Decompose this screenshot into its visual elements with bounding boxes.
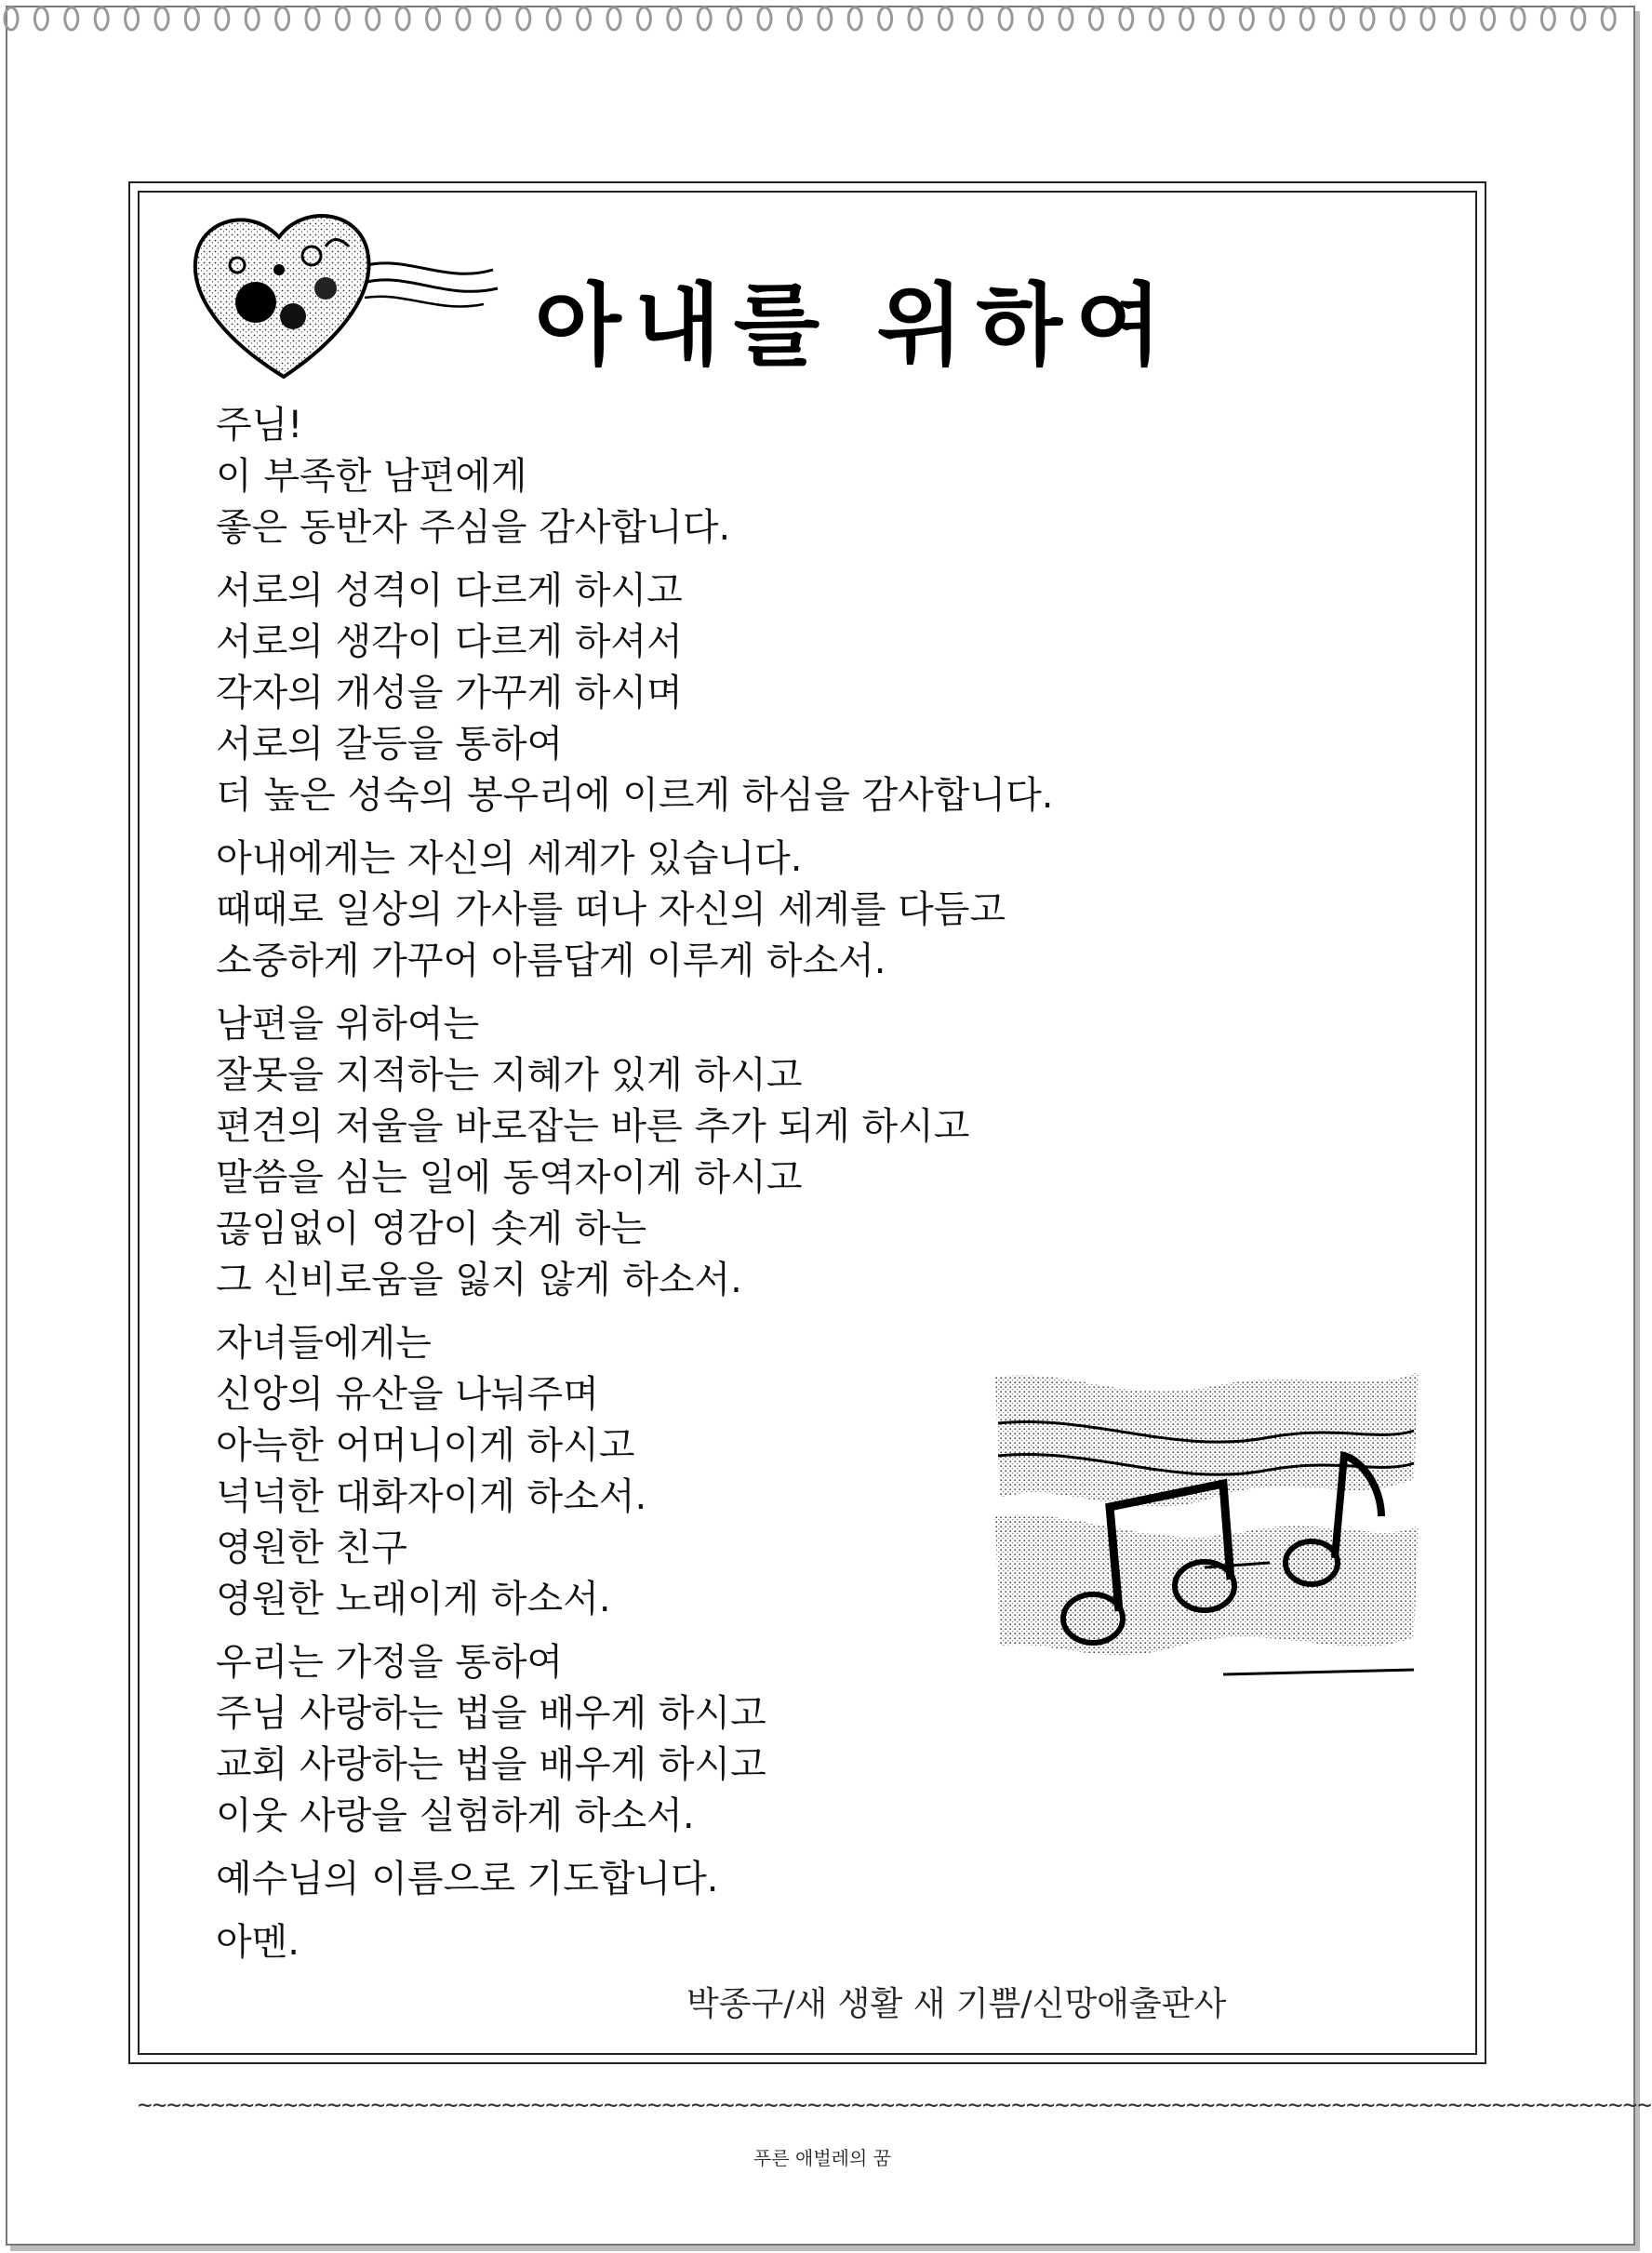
page-title: 아내를 위하여 [535, 273, 1175, 378]
stanza [216, 1917, 1258, 1968]
poem-line: 넉넉한 대화자이게 하소서. [216, 1475, 647, 1518]
poem-line: 영원한 친구 [216, 1526, 407, 1569]
poem-line: 신앙의 유산을 나눠주며 [216, 1373, 599, 1416]
poem-line: 때때로 일상의 가사를 떠나 자신의 세계를 다듬고 [216, 888, 1006, 931]
poem-line: 주님 사랑하는 법을 배우게 하시고 [216, 1692, 766, 1735]
poem-line: 서로의 성격이 다르게 하시고 [216, 569, 683, 612]
poem-line: 끊임없이 영감이 솟게 하는 [216, 1207, 647, 1250]
poem-body [216, 400, 1258, 1980]
attribution: 박종구/새 생활 새 기쁨/신망애출판사 [686, 1985, 1227, 2023]
poem-line: 더 높은 성숙의 봉우리에 이르게 하심을 감사합니다. [216, 774, 1054, 817]
spiral-binding-icon [0, 0, 1645, 43]
poem-line: 이 부족한 남편에게 [216, 455, 527, 498]
poem-line: 아내에게는 자신의 세계가 있습니다. [216, 837, 803, 880]
poem-line: 잘못을 지적하는 지혜가 있게 하시고 [216, 1054, 803, 1097]
poem-line: 남편을 위하여는 [216, 1003, 480, 1046]
poem-line: 소중하게 가꾸어 아름답게 이루게 하소서. [216, 940, 886, 982]
poem-line: 그 신비로움을 잃지 않게 하소서. [216, 1259, 742, 1301]
poem-line: 아늑한 어머니이게 하시고 [216, 1424, 635, 1467]
stanza [216, 400, 1258, 553]
poem-line: 자녀들에게는 [216, 1322, 432, 1365]
poem-line: 각자의 개성을 가꾸게 하시며 [216, 672, 683, 714]
music-notes-icon [991, 1367, 1423, 1688]
poem-line: 서로의 갈등을 통하여 [216, 723, 564, 766]
tilde-divider: ~~~~~~~~~~~~~~~~~~~~~~~~~~~~~~~~~~~~~~~~~~~~~~~~~~~~~~~~~~~~~~~~~~~~~~~~~~~~~~~~~~~~~~~~~~~~~~~~~~~~~~~~ [138, 2091, 1652, 2119]
poem-line: 말씀을 심는 일에 동역자이게 하시고 [216, 1156, 803, 1199]
poem-line: 편견의 저울을 바로잡는 바른 추가 되게 하시고 [216, 1105, 970, 1148]
stanza [216, 999, 1258, 1306]
stanza [216, 1854, 1258, 1905]
poem-line: 주님! [216, 404, 303, 447]
poem-line: 서로의 생각이 다르게 하셔서 [216, 620, 683, 663]
heart-illustration-icon [186, 200, 502, 386]
stanza [216, 566, 1258, 821]
poem-line: 교회 사랑하는 법을 배우게 하시고 [216, 1743, 766, 1786]
footer-caption: 푸른 애벌레의 꿈 [753, 2147, 891, 2169]
poem-line: 아멘. [216, 1921, 300, 1964]
stanza [216, 833, 1258, 987]
poem-line: 영원한 노래이게 하소서. [216, 1578, 611, 1620]
poem-line: 이웃 사랑을 실험하게 하소서. [216, 1794, 695, 1837]
poem-line: 예수님의 이름으로 기도합니다. [216, 1858, 719, 1900]
poem-line: 좋은 동반자 주심을 감사합니다. [216, 506, 731, 549]
poem-line: 우리는 가정을 통하여 [216, 1641, 564, 1684]
